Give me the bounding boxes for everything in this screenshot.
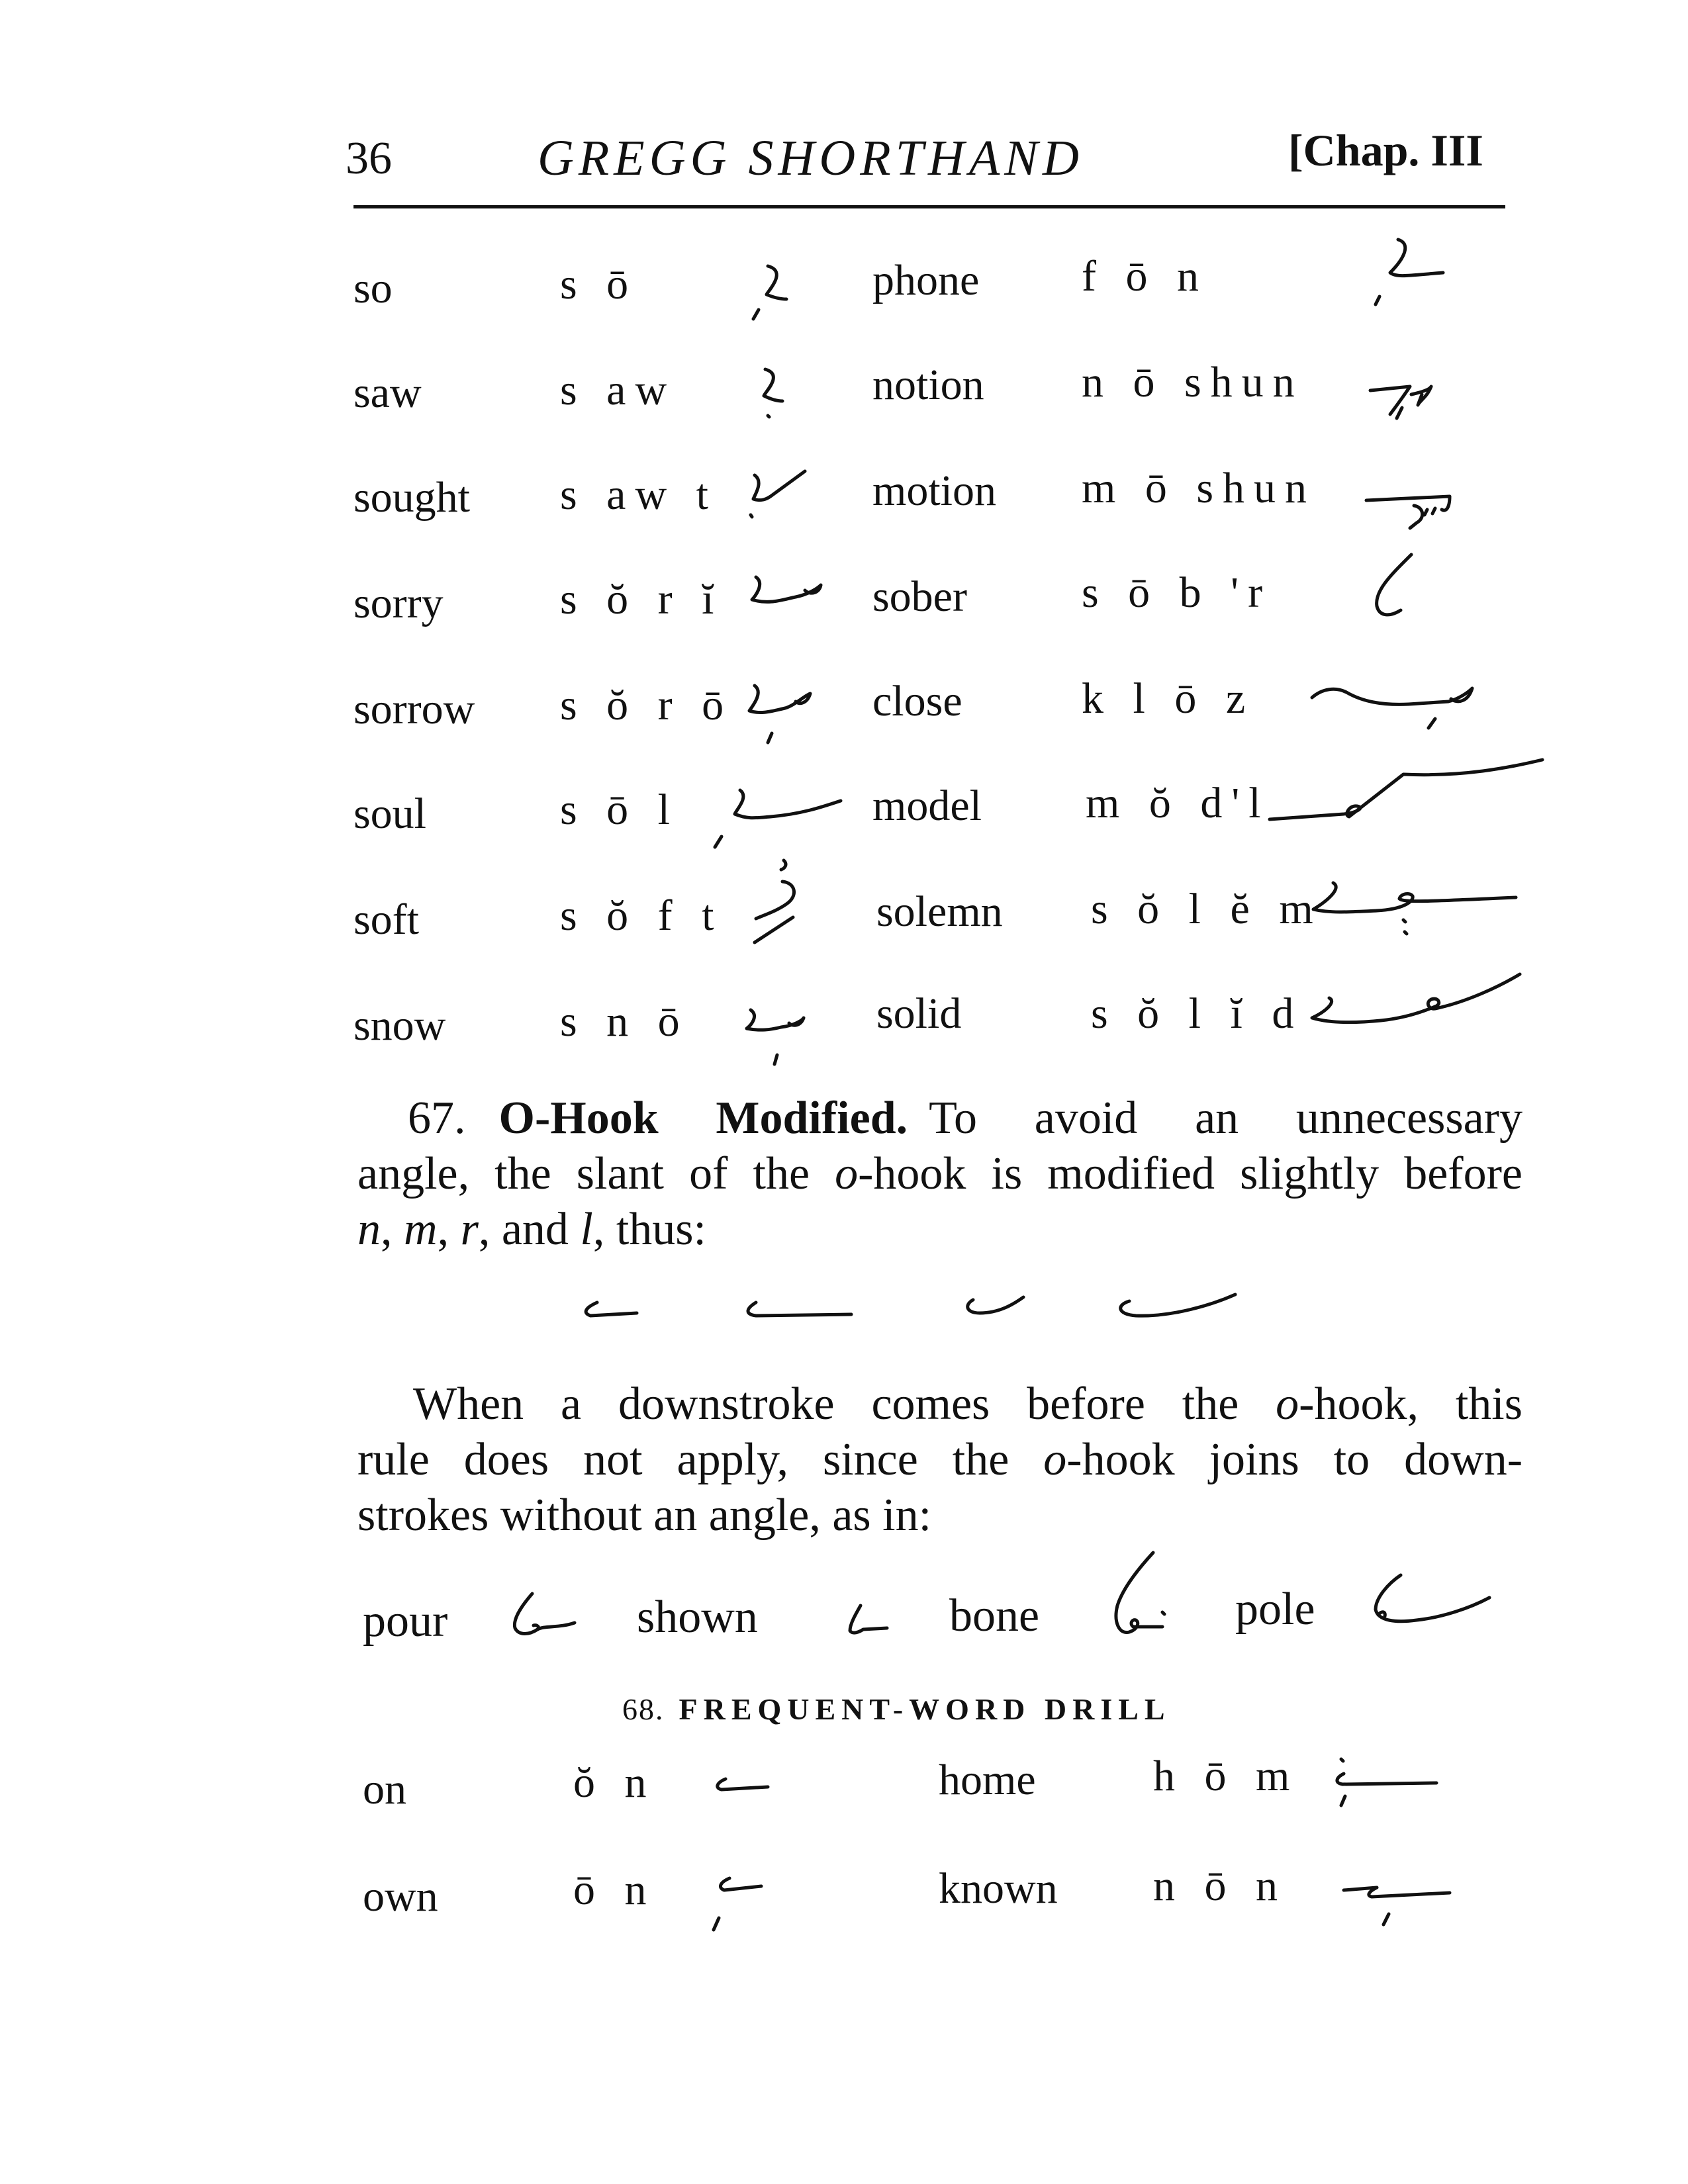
table-phonetic: s ŏ l ĭ d bbox=[1091, 989, 1303, 1038]
table-phonetic: m ŏ d'l bbox=[1086, 779, 1270, 827]
italic-letter: r bbox=[460, 1204, 479, 1255]
table-word: sorrow bbox=[353, 685, 475, 733]
o-hook-m bbox=[748, 1302, 851, 1316]
so-outline bbox=[741, 258, 801, 331]
o-hook-l bbox=[1121, 1295, 1235, 1316]
shown-outline bbox=[841, 1602, 900, 1648]
table-word: phone bbox=[872, 256, 980, 304]
o-hook-examples bbox=[576, 1291, 1251, 1343]
drill-heading: FREQUENT-WORD DRILL bbox=[679, 1692, 1171, 1726]
paragraph-text: -hook joins to down- bbox=[1066, 1434, 1523, 1485]
paragraph-text: , and bbox=[478, 1204, 581, 1255]
phone-outline bbox=[1350, 232, 1456, 324]
running-title: GREGG SHORTHAND bbox=[538, 130, 1084, 186]
solemn-outline bbox=[1304, 874, 1523, 946]
motion-outline bbox=[1364, 480, 1489, 646]
example-word-bone: bone bbox=[949, 1590, 1040, 1641]
table-word: solemn bbox=[876, 887, 1003, 936]
paragraph-text: -hook is modified slightly before bbox=[858, 1148, 1523, 1199]
table-word: snow bbox=[353, 1001, 446, 1050]
table-phonetic: n ō shun bbox=[1082, 358, 1304, 406]
paragraph-text: -hook, this bbox=[1299, 1379, 1523, 1430]
chapter-label: [Chap. III bbox=[1288, 125, 1483, 175]
italic-letter: m bbox=[404, 1204, 438, 1255]
notion-outline bbox=[1364, 375, 1456, 428]
o-hook-n bbox=[586, 1302, 637, 1316]
drill-word: known bbox=[939, 1864, 1058, 1913]
home-outline bbox=[1324, 1754, 1443, 1813]
snow-outline bbox=[733, 1001, 813, 1073]
table-word: close bbox=[872, 677, 962, 725]
model-outline bbox=[1264, 754, 1549, 841]
table-word: soul bbox=[353, 790, 427, 838]
table-word: motion bbox=[872, 467, 997, 515]
paragraph-text: When a downstroke comes before the bbox=[413, 1379, 1276, 1430]
downstroke-paragraph bbox=[357, 1377, 1523, 1543]
table-phonetic: s n ō bbox=[560, 997, 689, 1046]
drill-phonetic: ō n bbox=[573, 1866, 656, 1914]
table-word: sought bbox=[353, 473, 471, 522]
table-word: so bbox=[353, 264, 393, 312]
drill-phonetic: n ō n bbox=[1153, 1862, 1287, 1910]
paragraph-text: strokes without an angle, as in: bbox=[357, 1490, 932, 1541]
table-phonetic: k l ō z bbox=[1082, 674, 1255, 723]
table-word: sober bbox=[872, 572, 967, 621]
solid-outline bbox=[1295, 960, 1526, 1046]
o-hook-r bbox=[968, 1297, 1023, 1313]
italic-letter: o bbox=[1276, 1379, 1299, 1430]
section-heading: O-Hook Modified. bbox=[498, 1093, 908, 1144]
punctuation: , bbox=[437, 1204, 461, 1255]
header-rule bbox=[353, 205, 1505, 208]
table-phonetic: f ō n bbox=[1082, 252, 1208, 300]
table-word: solid bbox=[876, 989, 962, 1038]
pour-outline bbox=[503, 1588, 583, 1648]
example-word-pour: pour bbox=[363, 1596, 448, 1647]
italic-letter: n bbox=[357, 1204, 381, 1255]
table-phonetic: s ō b 'r bbox=[1082, 569, 1272, 617]
table-word: notion bbox=[872, 361, 984, 409]
drill-phonetic: ŏ n bbox=[573, 1758, 656, 1807]
saw-outline bbox=[739, 364, 798, 430]
example-word-shown: shown bbox=[637, 1592, 758, 1643]
own-outline bbox=[702, 1866, 774, 1939]
drill-word: home bbox=[939, 1756, 1036, 1804]
drill-word: on bbox=[363, 1765, 406, 1813]
sought-outline bbox=[735, 463, 814, 529]
drill-word: own bbox=[363, 1872, 438, 1921]
drill-phonetic: h ō m bbox=[1153, 1752, 1299, 1800]
example-word-pole: pole bbox=[1235, 1584, 1315, 1635]
table-phonetic: s aw t bbox=[560, 471, 718, 519]
sorrow-outline bbox=[735, 676, 821, 749]
paragraph-text: angle, the slant of the bbox=[357, 1148, 835, 1199]
table-word: soft bbox=[353, 895, 419, 944]
drill-title bbox=[622, 1692, 1171, 1727]
table-phonetic: s aw bbox=[560, 366, 677, 414]
table-phonetic: s ō bbox=[560, 260, 638, 308]
table-phonetic: s ŏ r ĭ bbox=[560, 575, 724, 623]
table-word: sorry bbox=[353, 579, 444, 627]
table-phonetic: m ō shun bbox=[1082, 464, 1317, 512]
paragraph-text: To avoid an unnecessary bbox=[929, 1093, 1523, 1144]
italic-letter: l bbox=[580, 1204, 593, 1255]
drill-number: 68. bbox=[622, 1692, 665, 1726]
on-outline bbox=[708, 1774, 774, 1800]
soft-outline bbox=[741, 854, 814, 953]
pole-outline bbox=[1364, 1569, 1496, 1641]
punctuation: , bbox=[381, 1204, 404, 1255]
page-number: 36 bbox=[346, 133, 392, 184]
bone-outline bbox=[1099, 1549, 1172, 1655]
italic-letter: o bbox=[1043, 1434, 1067, 1485]
soul-outline bbox=[702, 781, 847, 854]
paragraph-text: , thus: bbox=[592, 1204, 706, 1255]
section-67-paragraph bbox=[357, 1091, 1523, 1257]
table-word: model bbox=[872, 782, 982, 830]
table-phonetic: s ŏ f t bbox=[560, 891, 724, 940]
section-number: 67. bbox=[408, 1093, 466, 1144]
table-phonetic: s ō l bbox=[560, 786, 680, 834]
table-phonetic: s ŏ r ō bbox=[560, 681, 733, 729]
table-word: saw bbox=[353, 369, 422, 417]
table-phonetic: s ŏ l ĕ m bbox=[1091, 885, 1323, 933]
sorry-outline bbox=[736, 570, 829, 623]
italic-letter: o bbox=[835, 1148, 859, 1199]
close-outline bbox=[1309, 675, 1508, 741]
known-outline bbox=[1337, 1873, 1456, 1933]
paragraph-text: rule does not apply, since the bbox=[357, 1434, 1044, 1485]
